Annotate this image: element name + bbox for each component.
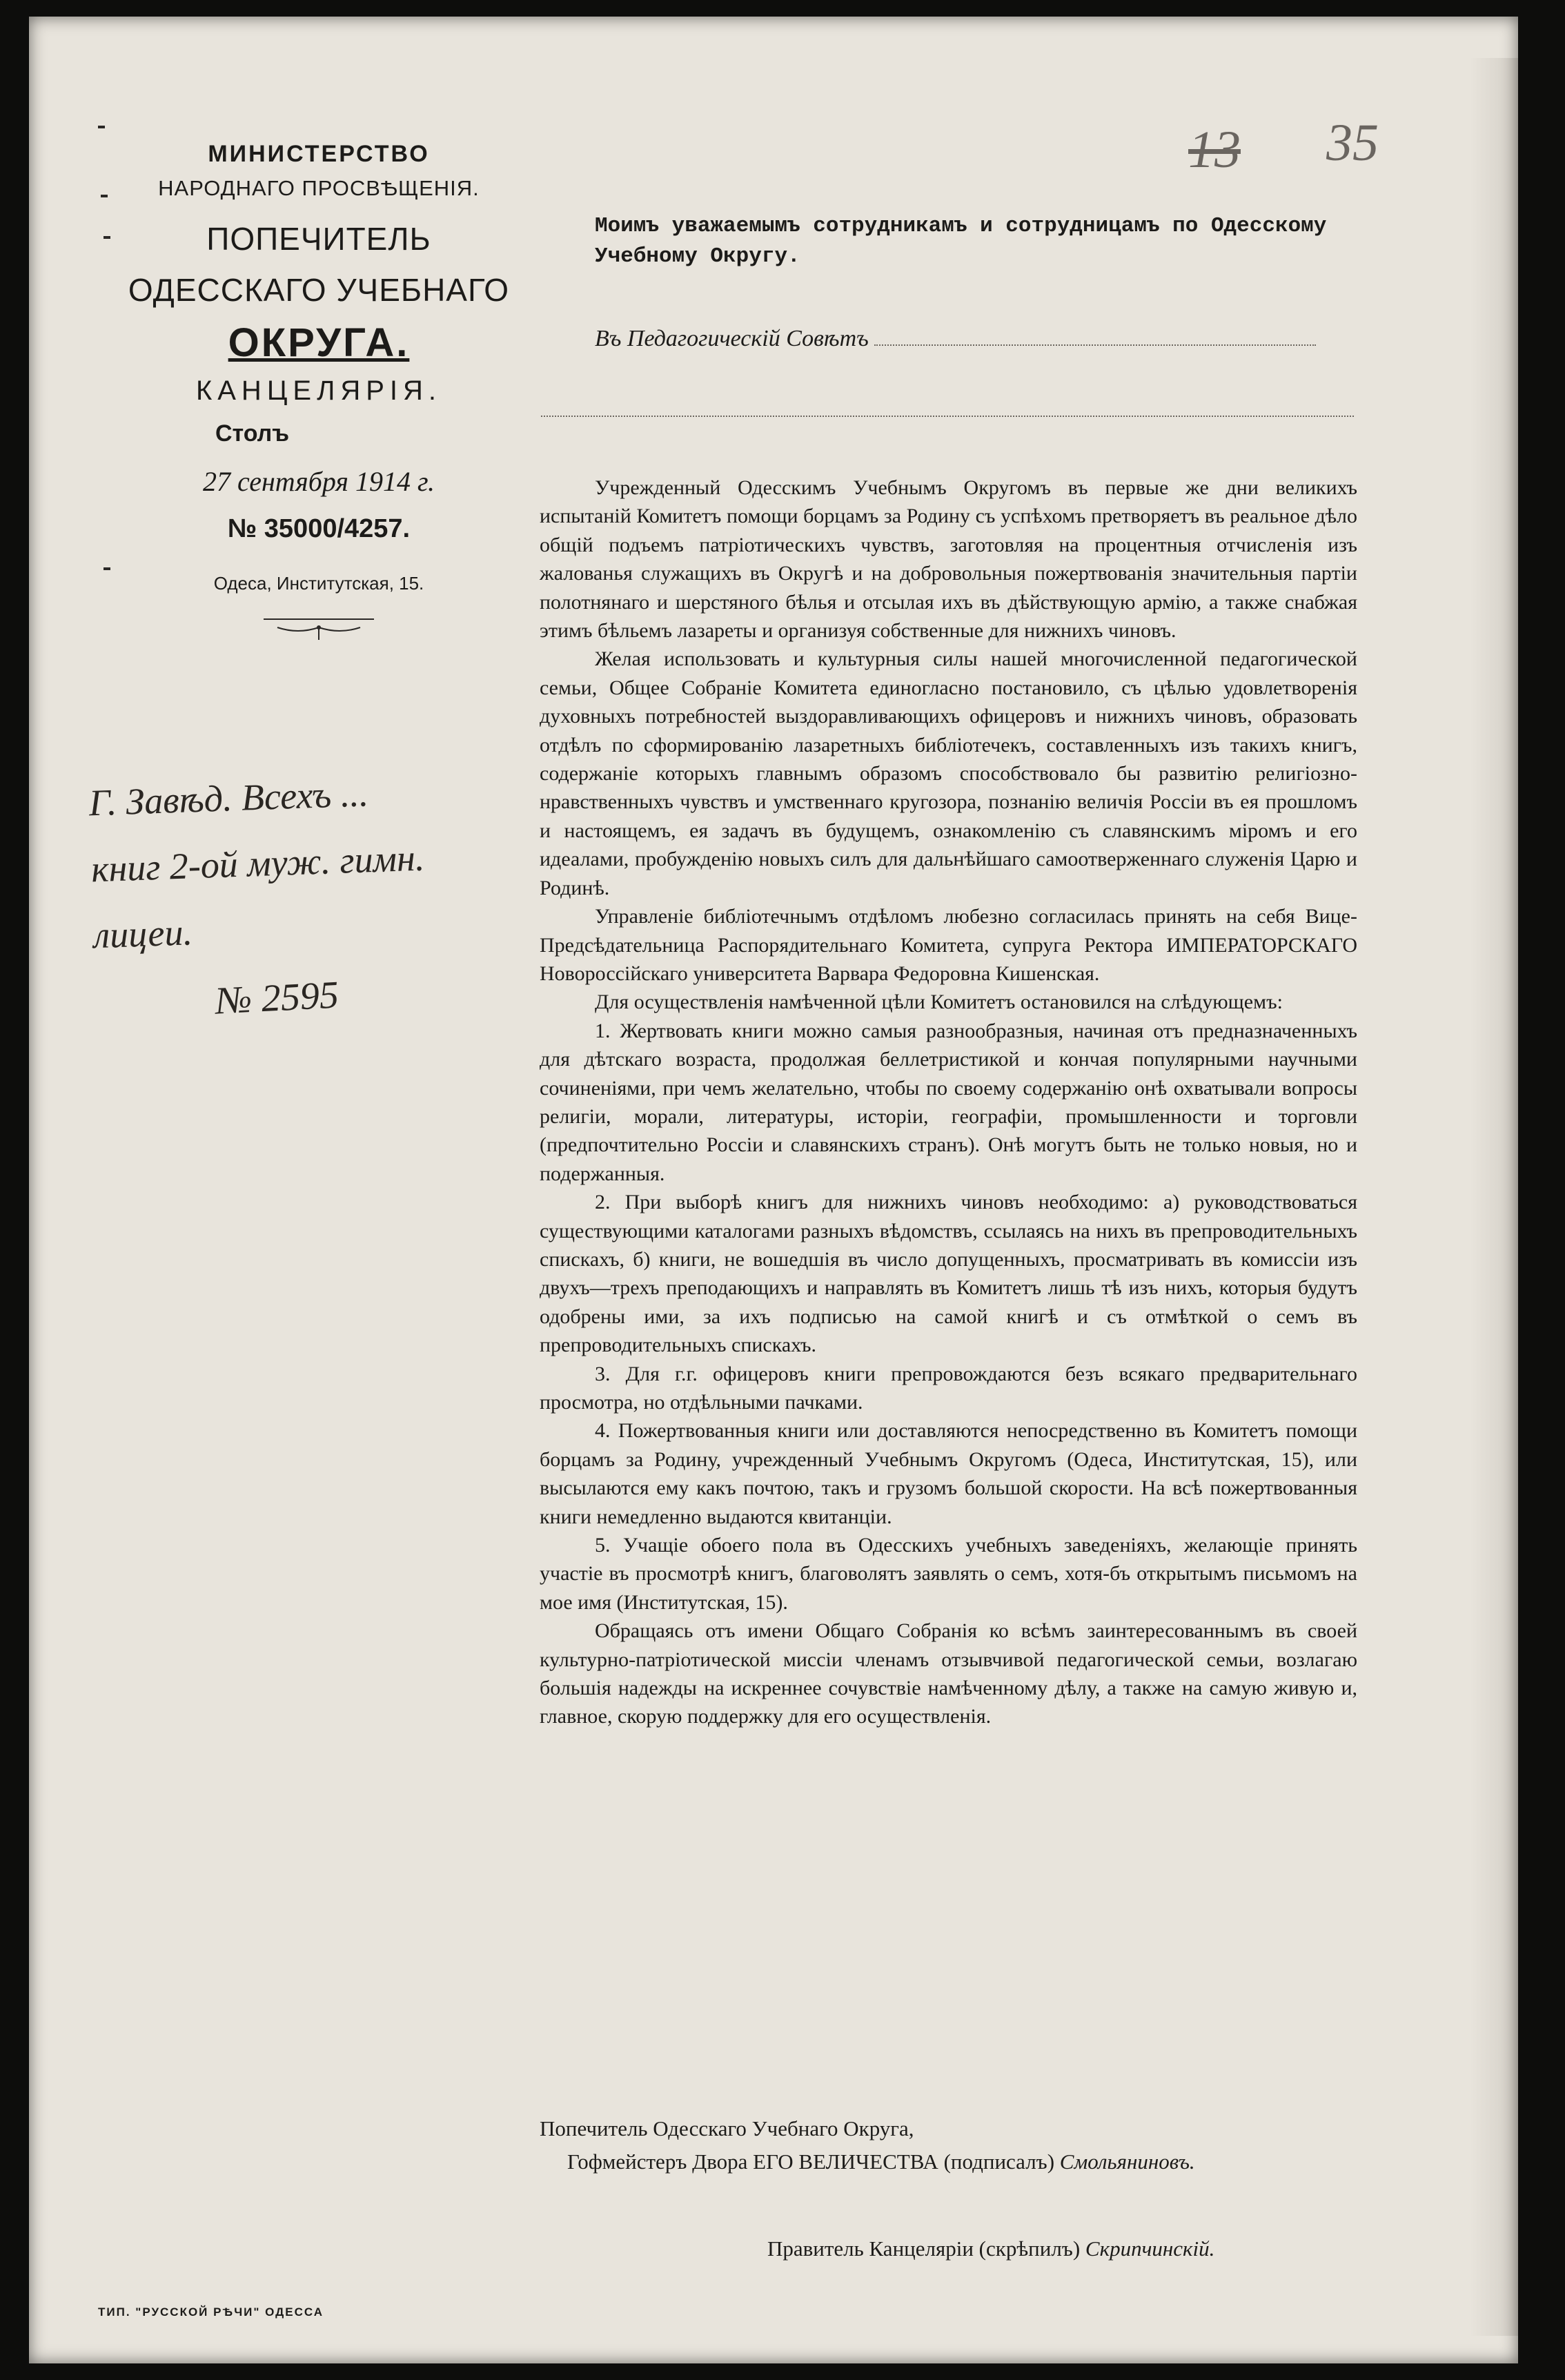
dotted-fill-line [874, 344, 1316, 346]
date-line: 27 сентября 1914 г. [202, 466, 435, 497]
address-heading: Моимъ уважаемымъ сотрудникамъ и сотрудницамъ по Одесскому Учебному Округу. [595, 214, 1327, 269]
paragraph: Обращаясь отъ имени Общаго Собранія ко всѣмъ заинтересованнымъ въ своей культурно-патріотической миссіи членамъ отзывчивой педагогической семьи, возлагаю большія надежды на искреннее сочувствіе намѣченному дѣлу, а также на самую живую и, главное, скорую поддержку для его осуществленія. [540, 1619, 1357, 1728]
letterhead-block [112, 141, 526, 645]
document-number: № 35000/4257. [227, 514, 411, 543]
margin-mark [101, 195, 108, 197]
document-page [29, 17, 1518, 2363]
council-line [595, 326, 1354, 352]
signature-line-chamberlain [567, 2149, 1195, 2174]
paragraph: 4. Пожертвованныя книги или доставляются непосредственно въ Комитетъ помощи борцамъ за Родину, учрежденный Учебнымъ Округомъ (Одеса, Институтская, 15), или высылаются ему какъ почтою, такъ и грузомъ большой скорости. На всѣ пожертвованныя книги немедленно выдаются квитанціи. [540, 1419, 1357, 1528]
paragraph: Желая использовать и культурныя силы нашей многочисленной педагогической семьи, Общее Собраніе Комитета единогласно постановило, съ цѣлью удовлетворенія духовныхъ потребностей выздоравливающихъ офицеровъ и нижнихъ чиновъ, образовать отдѣлъ по сформированію лазаретныхъ библіотечекъ, составленныхъ изъ такихъ книгъ, содержаніе которыхъ главнымъ образомъ способствовало бы развитію религіозно-нравственныхъ чувствъ и умственнаго кругозора, познанію величія Россіи въ ея прошломъ и настоящемъ, ея задачъ въ будущемъ, ознакомленію съ славянскимъ міромъ и его идеалами, пробужденію новыхъ силъ для дальнѣйшаго самоотверженнаго служенія Царю и Родинѣ. [540, 647, 1357, 899]
okrug-line: ОКРУГА. [228, 320, 410, 365]
signature-line-chancery [767, 2236, 1214, 2261]
printer-imprint: ТИП. "РУССКОЙ РѢЧИ" ОДЕССА [98, 2305, 324, 2319]
paragraph: Учрежденный Одесскимъ Учебнымъ Округомъ въ первые же дни великихъ испытаній Комитетъ помощи борцамъ за Родину съ успѣхомъ претворяетъ въ реальное дѣло общій подъемъ патріотическихъ чувствъ, заготовляя на процентныя отчисленія изъ жалованья служащихъ въ Округѣ и на добровольныя пожертвованія значительныя партіи полотнянаго и шерстяного бѣлья и отсылая ихъ въ дѣйствующую армію, а также снабжая этимъ бѣльемъ лазареты и организуя собственные для нижнихъ чиновъ. [540, 476, 1357, 643]
ministry-subline: НАРОДНАГО ПРОСВѢЩЕНІЯ. [158, 176, 480, 200]
handwritten-line: книг 2-ой муж. гимн. [90, 837, 426, 890]
handwritten-registration-number: № 2595 [214, 973, 340, 1023]
signature-prefix: Правитель Канцеляріи (скрѣпилъ) [767, 2236, 1081, 2261]
address-line: Одеса, Институтская, 15. [213, 573, 424, 594]
ornament-divider [250, 611, 388, 641]
paragraph: 1. Жертвовать книги можно самыя разнообразныя, начиная отъ предназначенныхъ для дѣтскаго возраста, продолжая беллетристикой и кончая популярными научными сочиненіями, при чемъ желательно, чтобы по своему содержанію онѣ охватывали вопросы религіи, морали, литературы, исторіи, географіи, промышленности и торговли (предпочтительно Россіи и славянскихъ странъ). Онѣ могутъ быть не только новыя, но и подержанныя. [540, 1019, 1357, 1185]
ministry-line: МИНИСТЕРСТВО [208, 141, 430, 167]
signature-name: Смольяниновъ. [1059, 2149, 1195, 2174]
paragraph: 2. При выборѣ книгъ для нижнихъ чиновъ необходимо: а) руководствоваться существующими каталогами разныхъ вѣдомствъ, ссылаясь на нихъ въ препроводительныхъ спискахъ, б) книги, не вошедшія въ число допущенныхъ, просматривать въ комиссіи изъ двухъ—трехъ преподающихъ и направлять въ Комитетъ лишь тѣ изъ нихъ, которыя будутъ одобрены ими, за ихъ подписью на самой книгѣ и съ отмѣткой о семъ въ препроводительныхъ спискахъ. [540, 1191, 1357, 1357]
handwritten-line: Г. Завѣд. Всехъ ... [88, 772, 369, 824]
paragraph: Управленіе библіотечнымъ отдѣломъ любезно согласилась принять на себя Вице-Предсѣдательница Распорядительнаго Комитета, супруга Ректора ИМПЕРАТОРСКАГО Новороссійскаго университета Варвара Федоровна Кишенская. [540, 905, 1357, 985]
letter-body [540, 474, 1357, 1731]
district-line: ОДЕССКАГО УЧЕБНАГО [128, 272, 510, 308]
paragraph: 5. Учащіе обоего пола въ Одесскихъ учебныхъ заведеніяхъ, желающіе принять участіе въ просмотрѣ книгъ, благоволятъ заявлять о семъ, хотя-бъ открытымъ письмомъ на мое имя (Институтская, 15). [540, 1534, 1357, 1614]
paragraph: Для осуществленія намѣченной цѣли Комитетъ остановился на слѣдующемъ: [595, 991, 1283, 1014]
chancery-line: КАНЦЕЛЯРІЯ. [195, 375, 442, 406]
pencil-number: 35 [1326, 114, 1379, 172]
signature-prefix: Гофмейстеръ Двора ЕГО ВЕЛИЧЕСТВА (подписалъ) [567, 2149, 1055, 2174]
paragraph: 3. Для г.г. офицеровъ книги препровождаются безъ всякаго предварительнаго просмотра, но отдѣльными пачками. [540, 1362, 1357, 1414]
desk-line: Столъ [215, 420, 290, 447]
margin-mark [98, 126, 105, 128]
pencil-number-struck: 13 [1188, 121, 1241, 179]
council-label: Въ Педагогическій Совѣтъ [595, 326, 869, 351]
dotted-fill-line [541, 416, 1354, 417]
margin-mark [104, 236, 110, 239]
handwritten-note [88, 754, 543, 969]
margin-mark [104, 567, 110, 570]
trustee-line: ПОПЕЧИТЕЛЬ [206, 221, 431, 257]
signature-name: Скрипчинскій. [1085, 2236, 1215, 2261]
handwritten-line: лицеи. [92, 911, 193, 957]
signature-line-trustee: Попечитель Одесскаго Учебнаго Округа, [540, 2116, 914, 2140]
